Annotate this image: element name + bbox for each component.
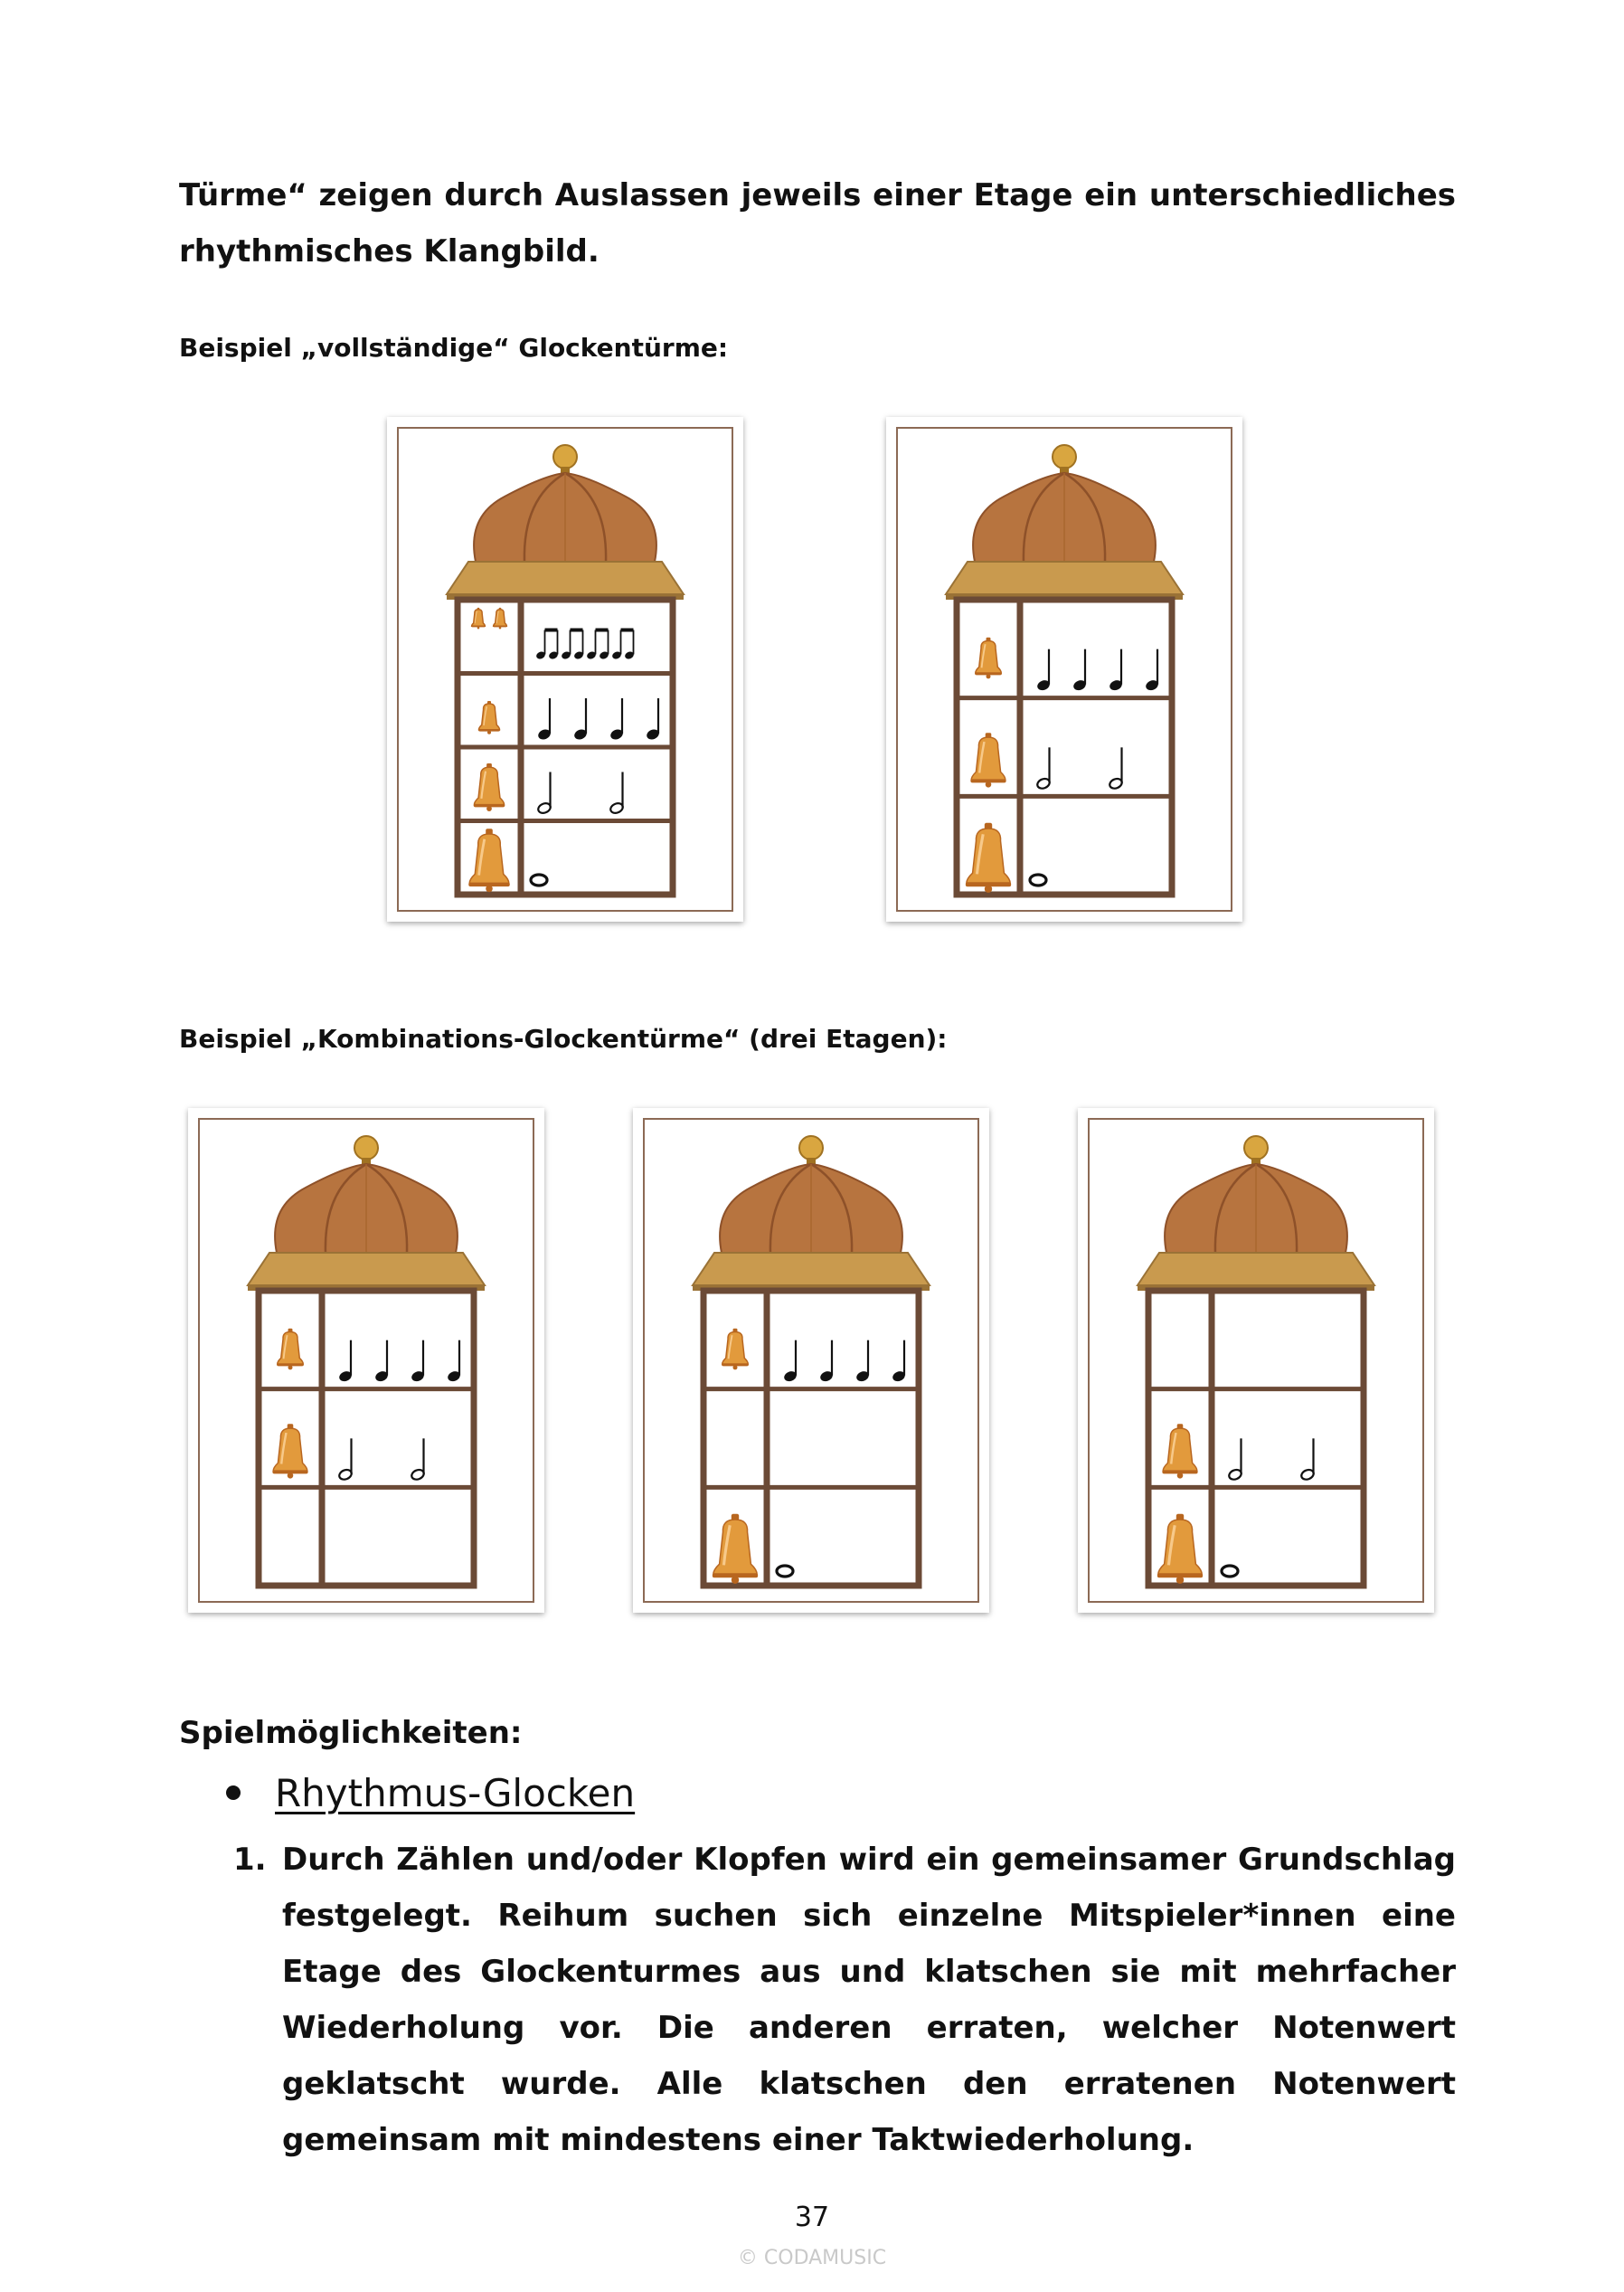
tower-ledge	[1138, 1253, 1374, 1285]
footer-copyright: © CODAMUSIC	[737, 2247, 887, 2269]
section-heading: Spielmöglichkeiten:	[179, 1715, 523, 1751]
example-caption-combination: Beispiel „Kombinations-Glockentürme“ (drei Etagen):	[179, 1024, 948, 1054]
dome-finial	[553, 445, 577, 469]
bullet-item-label: Rhythmus-Glocken	[275, 1771, 636, 1815]
dome-finial	[354, 1136, 378, 1160]
tower-card-quarter-whole	[633, 1108, 989, 1613]
tower-card-half-whole	[1078, 1108, 1434, 1613]
tower-ledge	[248, 1253, 485, 1285]
bullet-item	[226, 1771, 635, 1815]
page-number: 37	[794, 2202, 830, 2233]
step-text: Durch Zählen und/oder Klopfen wird ein gemeinsamer Grundschlag festgelegt. Reihum suchen sich einzelne Mitspieler*innen eine Etage des Glockenturmes aus und klatschen sie mit mehrfacher Wiederholung vor. Die anderen erraten, welcher Notenwert geklatscht wurde. Alle klatschen den erratenen Notenwert gemeinsam mit mindestens einer Taktwiederholung.	[282, 1842, 1456, 2158]
dome-finial	[1053, 445, 1076, 469]
tower-card-quarter-half	[188, 1108, 544, 1613]
tower-ledge	[946, 562, 1183, 594]
tower-card-small-bells	[387, 417, 743, 922]
intro-paragraph: Türme“ zeigen durch Auslassen jeweils einer Etage ein unterschiedliches rhythmisches Klangbild.	[179, 177, 1456, 270]
tower-ledge	[693, 1253, 930, 1285]
dome-finial	[799, 1136, 823, 1160]
bullet-dot-icon	[226, 1785, 241, 1800]
step-number: 1.	[233, 1842, 267, 1878]
tower-ledge	[447, 562, 684, 594]
dome-finial	[1244, 1136, 1268, 1160]
tower-card-large-bells	[886, 417, 1242, 922]
example-caption-complete: Beispiel „vollständige“ Glockentürme:	[179, 333, 729, 363]
